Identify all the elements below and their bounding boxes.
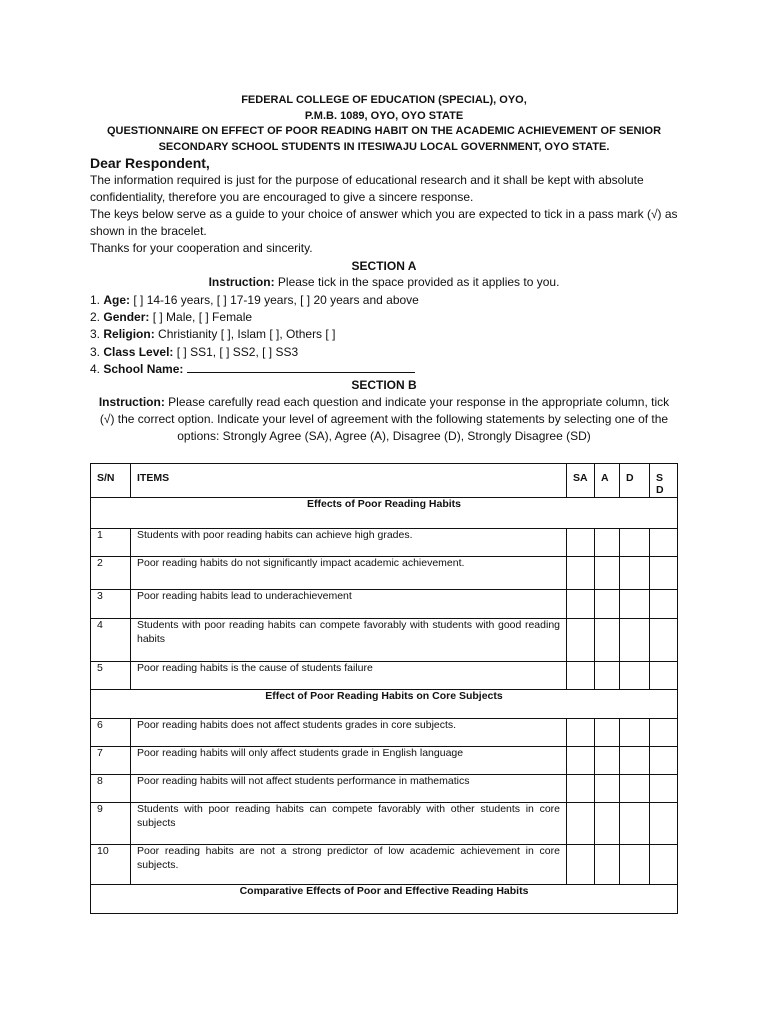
answer-d-cell[interactable] (620, 719, 650, 747)
answer-sd-cell[interactable] (650, 775, 678, 803)
section-b-title: SECTION B (351, 378, 417, 392)
row-item: Students with poor reading habits can compete favorably with students with good reading habits (131, 619, 567, 662)
question-number: 1. (90, 293, 101, 307)
answer-sd-cell[interactable] (650, 590, 678, 619)
questionnaire-table (90, 463, 678, 914)
row-sn: 2 (91, 557, 131, 590)
row-item: Poor reading habits are not a strong predictor of low academic achievement in core subjects. (131, 845, 567, 885)
header-sd-line-2: D (656, 484, 664, 496)
answer-sd-cell[interactable] (650, 845, 678, 885)
answer-a-cell[interactable] (595, 803, 620, 845)
question-number: 2. (90, 310, 101, 325)
section-a-instruction (90, 275, 678, 289)
answer-a-cell[interactable] (595, 747, 620, 775)
table-header-row (91, 464, 678, 498)
section-b-instruction-text: Please carefully read each question and indicate your response in the appropriate column, tick (√) the correct option. Indicate your level of agreement with the following statements by selecting one of the options: Strongly Agree (SA), Agree (A), Disagree (D), Strongly Disagree (SD) (99, 395, 670, 443)
row-sn: 5 (91, 662, 131, 690)
question-options: [ ] SS1, [ ] SS2, [ ] SS3 (173, 344, 299, 359)
answer-d-cell[interactable] (620, 845, 650, 885)
answer-a-cell[interactable] (595, 845, 620, 885)
row-sn: 6 (91, 719, 131, 747)
table-row (91, 557, 678, 590)
answer-sd-cell[interactable] (650, 557, 678, 590)
row-item: Poor reading habits lead to underachievement (131, 590, 567, 619)
section-a-title: SECTION A (351, 259, 417, 273)
row-sn: 1 (91, 529, 131, 557)
question-options: [ ] Male, [ ] Female (149, 310, 253, 325)
answer-sa-cell[interactable] (567, 619, 595, 662)
answer-sd-cell[interactable] (650, 662, 678, 690)
answer-sa-cell[interactable] (567, 529, 595, 557)
section-row (91, 690, 678, 719)
school-name-blank-line[interactable] (187, 361, 415, 373)
answer-a-cell[interactable] (595, 775, 620, 803)
header-d: D (620, 464, 650, 498)
section-row (91, 885, 678, 914)
header-a: A (595, 464, 620, 498)
header-sn: S/N (91, 464, 131, 498)
table-row (91, 662, 678, 690)
questionnaire-title-line-2: SECONDARY SCHOOL STUDENTS IN ITESIWAJU LOCAL GOVERNMENT, OYO STATE. (158, 140, 610, 153)
row-sn: 10 (91, 845, 131, 885)
college-name: FEDERAL COLLEGE OF EDUCATION (SPECIAL), OYO, (241, 94, 527, 106)
question-label: Class Level: (103, 344, 174, 359)
row-item: Poor reading habits do not significantly impact academic achievement. (131, 557, 567, 590)
table-row (91, 719, 678, 747)
question-number: 3. (90, 344, 101, 359)
intro-paragraph-2: The keys below serve as a guide to your choice of answer which you are expected to tick in a pass mark (√) as shown in the bracelet. (90, 207, 678, 238)
answer-sa-cell[interactable] (567, 845, 595, 885)
answer-d-cell[interactable] (620, 590, 650, 619)
question-label: Gender: (103, 310, 150, 325)
answer-d-cell[interactable] (620, 557, 650, 590)
question-options: Christianity [ ], Islam [ ], Others [ ] (154, 327, 336, 342)
table-row (91, 775, 678, 803)
row-item: Poor reading habits is the cause of students failure (131, 662, 567, 690)
question-gender[interactable] (90, 309, 419, 326)
answer-d-cell[interactable] (620, 747, 650, 775)
answer-d-cell[interactable] (620, 619, 650, 662)
section-row (91, 498, 678, 529)
question-school-name (90, 361, 419, 378)
row-sn: 3 (91, 590, 131, 619)
answer-sa-cell[interactable] (567, 775, 595, 803)
question-label: Religion: (103, 327, 155, 342)
answer-sa-cell[interactable] (567, 590, 595, 619)
section-b-instruction-label: Instruction: (98, 395, 165, 409)
question-number: 4. (90, 361, 101, 376)
question-religion[interactable] (90, 326, 419, 343)
row-sn: 8 (91, 775, 131, 803)
answer-sa-cell[interactable] (567, 662, 595, 690)
header-sd (650, 464, 678, 498)
intro-paragraph-1: The information required is just for the purpose of educational research and it shall be kept with absolute confidentiality, therefore you are encouraged to give a sincere response. (90, 173, 644, 204)
header-items: ITEMS (131, 464, 567, 498)
answer-d-cell[interactable] (620, 803, 650, 845)
section-a-instruction-label: Instruction: (208, 275, 275, 289)
answer-sd-cell[interactable] (650, 529, 678, 557)
table-row (91, 845, 678, 885)
answer-sa-cell[interactable] (567, 803, 595, 845)
answer-a-cell[interactable] (595, 719, 620, 747)
answer-sd-cell[interactable] (650, 719, 678, 747)
row-item: Poor reading habits will not affect students performance in mathematics (131, 775, 567, 803)
answer-d-cell[interactable] (620, 775, 650, 803)
question-options: [ ] 14-16 years, [ ] 17-19 years, [ ] 20 years and above (130, 293, 419, 307)
section-heading-3: Comparative Effects of Poor and Effective Reading Habits (91, 885, 678, 914)
header-sa: SA (567, 464, 595, 498)
question-number: 3. (90, 327, 101, 342)
section-heading-2: Effect of Poor Reading Habits on Core Subjects (91, 690, 678, 719)
question-class-level[interactable] (90, 344, 419, 361)
answer-sa-cell[interactable] (567, 747, 595, 775)
row-sn: 7 (91, 747, 131, 775)
answer-sd-cell[interactable] (650, 803, 678, 845)
answer-a-cell[interactable] (595, 557, 620, 590)
answer-sd-cell[interactable] (650, 747, 678, 775)
section-b-instruction (90, 394, 678, 445)
college-address: P.M.B. 1089, OYO, OYO STATE (304, 109, 464, 122)
answer-d-cell[interactable] (620, 662, 650, 690)
answer-a-cell[interactable] (595, 590, 620, 619)
section-a-instruction-text: Please tick in the space provided as it applies to you. (274, 275, 560, 289)
row-item: Students with poor reading habits can achieve high grades. (131, 529, 567, 557)
question-age[interactable] (90, 292, 419, 309)
table-row (91, 803, 678, 845)
table-row (91, 590, 678, 619)
answer-a-cell[interactable] (595, 619, 620, 662)
question-label: School Name: (103, 361, 184, 376)
answer-a-cell[interactable] (595, 662, 620, 690)
row-item: Students with poor reading habits can compete favorably with other students in core subjects (131, 803, 567, 845)
document-header (90, 93, 678, 155)
row-item: Poor reading habits will only affect students grade in English language (131, 747, 567, 775)
question-label: Age: (103, 293, 131, 307)
row-sn: 4 (91, 619, 131, 662)
table-row (91, 747, 678, 775)
answer-sa-cell[interactable] (567, 719, 595, 747)
answer-d-cell[interactable] (620, 529, 650, 557)
intro-paragraph-3: Thanks for your cooperation and sincerity. (90, 241, 313, 255)
table-row (91, 619, 678, 662)
answer-sa-cell[interactable] (567, 557, 595, 590)
intro-text (90, 172, 690, 257)
answer-a-cell[interactable] (595, 529, 620, 557)
header-sd-line-1: S (656, 472, 664, 484)
row-sn: 9 (91, 803, 131, 845)
row-item: Poor reading habits does not affect students grades in core subjects. (131, 719, 567, 747)
table-row (91, 529, 678, 557)
section-a-questions (90, 292, 419, 378)
section-heading-1: Effects of Poor Reading Habits (91, 498, 678, 529)
questionnaire-title-line-1: QUESTIONNAIRE ON EFFECT OF POOR READING HABIT ON THE ACADEMIC ACHIEVEMENT OF SENIOR (106, 125, 662, 137)
answer-sd-cell[interactable] (650, 619, 678, 662)
greeting: Dear Respondent, (90, 155, 210, 171)
